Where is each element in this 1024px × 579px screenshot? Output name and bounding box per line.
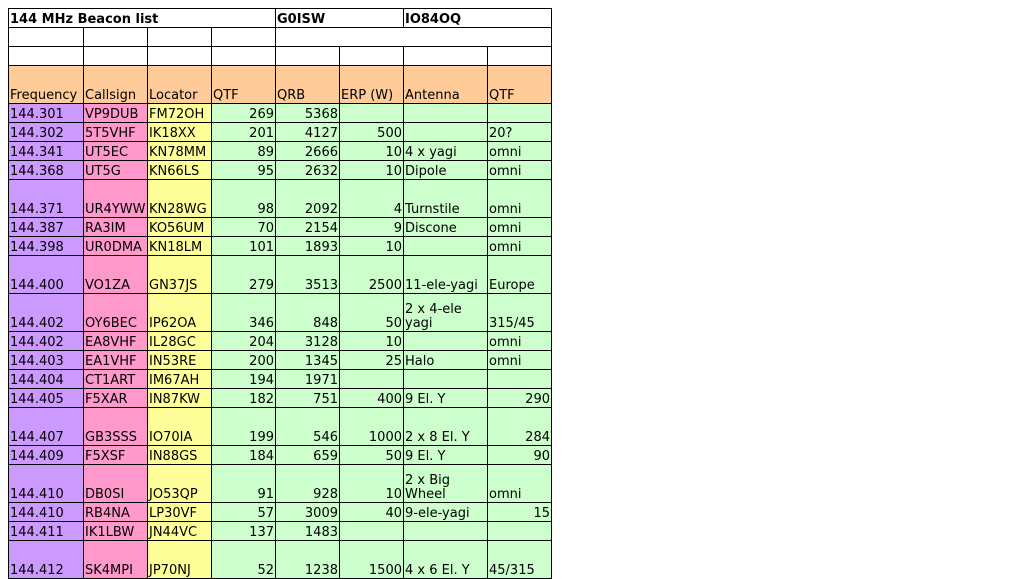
cell-callsign[interactable]: EA1VHF [84, 351, 148, 370]
cell-locator[interactable]: KN78MM [148, 142, 212, 161]
header-qtf[interactable]: QTF [212, 66, 276, 104]
cell-callsign[interactable]: OY6BEC [84, 294, 148, 332]
cell-qtf[interactable]: 95 [212, 161, 276, 180]
cell-frequency[interactable]: 144.411 [9, 522, 84, 541]
cell-erp[interactable]: 10 [340, 237, 404, 256]
cell-antenna-qtf[interactable]: omni [488, 142, 552, 161]
blank-cell[interactable] [9, 47, 84, 66]
cell-frequency[interactable]: 144.405 [9, 389, 84, 408]
cell-frequency[interactable]: 144.407 [9, 408, 84, 446]
cell-qrb[interactable]: 3513 [276, 256, 340, 294]
blank-cell[interactable] [276, 28, 552, 47]
table-row [9, 465, 552, 503]
blank-cell[interactable] [84, 28, 148, 47]
cell-antenna-qtf[interactable] [488, 104, 552, 123]
cell-erp[interactable]: 10 [340, 332, 404, 351]
blank-cell[interactable] [340, 47, 404, 66]
cell-antenna[interactable] [404, 237, 488, 256]
cell-antenna-qtf[interactable]: omni [488, 180, 552, 218]
cell-qrb[interactable]: 3128 [276, 332, 340, 351]
cell-erp[interactable]: 4 [340, 180, 404, 218]
cell-locator[interactable]: KN28WG [148, 180, 212, 218]
cell-erp[interactable]: 50 [340, 446, 404, 465]
table-row [9, 104, 552, 123]
cell-callsign[interactable]: UT5EC [84, 142, 148, 161]
cell-antenna[interactable]: Discone [404, 218, 488, 237]
cell-qtf[interactable]: 101 [212, 237, 276, 256]
cell-qtf[interactable]: 89 [212, 142, 276, 161]
cell-frequency[interactable]: 144.302 [9, 123, 84, 142]
cell-frequency[interactable]: 144.410 [9, 465, 84, 503]
table-row [9, 142, 552, 161]
cell-locator[interactable]: IK18XX [148, 123, 212, 142]
cell-qrb[interactable]: 2666 [276, 142, 340, 161]
blank-cell[interactable] [84, 47, 148, 66]
cell-qtf[interactable]: 91 [212, 465, 276, 503]
header-frequency[interactable]: Frequency [9, 66, 84, 104]
cell-locator[interactable]: IM67AH [148, 370, 212, 389]
cell-erp[interactable]: 1500 [340, 541, 404, 579]
cell-locator[interactable]: IP62OA [148, 294, 212, 332]
table-row [9, 389, 552, 408]
cell-frequency[interactable]: 144.301 [9, 104, 84, 123]
table-row [9, 180, 552, 218]
cell-erp[interactable]: 40 [340, 503, 404, 522]
cell-qrb[interactable]: 2092 [276, 180, 340, 218]
cell-frequency[interactable]: 144.368 [9, 161, 84, 180]
cell-antenna-qtf[interactable]: 20? [488, 123, 552, 142]
cell-erp[interactable]: 9 [340, 218, 404, 237]
cell-qtf[interactable]: 52 [212, 541, 276, 579]
cell-antenna-qtf[interactable]: Europe [488, 256, 552, 294]
cell-callsign[interactable]: IK1LBW [84, 522, 148, 541]
blank-cell[interactable] [148, 47, 212, 66]
cell-qtf[interactable]: 269 [212, 104, 276, 123]
cell-frequency[interactable]: 144.403 [9, 351, 84, 370]
table-row [9, 351, 552, 370]
cell-callsign[interactable]: UR0DMA [84, 237, 148, 256]
cell-qrb[interactable]: 928 [276, 465, 340, 503]
table-row [9, 294, 552, 332]
cell-antenna-qtf[interactable]: omni [488, 351, 552, 370]
cell-antenna-qtf[interactable]: 290 [488, 389, 552, 408]
cell-locator[interactable]: KO56UM [148, 218, 212, 237]
cell-qrb[interactable]: 5368 [276, 104, 340, 123]
cell-callsign[interactable]: RA3IM [84, 218, 148, 237]
cell-antenna-qtf[interactable]: omni [488, 161, 552, 180]
cell-frequency[interactable]: 144.400 [9, 256, 84, 294]
cell-qtf[interactable]: 201 [212, 123, 276, 142]
cell-antenna[interactable]: Dipole [404, 161, 488, 180]
cell-qrb[interactable]: 848 [276, 294, 340, 332]
cell-antenna[interactable]: 2 x 4-ele yagi [404, 294, 488, 332]
header-qrb[interactable]: QRB [276, 66, 340, 104]
table-row [9, 408, 552, 446]
header-antenna[interactable]: Antenna [404, 66, 488, 104]
cell-frequency[interactable]: 144.371 [9, 180, 84, 218]
cell-antenna-qtf[interactable]: omni [488, 332, 552, 351]
cell-frequency[interactable]: 144.410 [9, 503, 84, 522]
cell-antenna[interactable] [404, 123, 488, 142]
cell-erp[interactable]: 500 [340, 123, 404, 142]
table-row [9, 237, 552, 256]
cell-erp[interactable]: 10 [340, 465, 404, 503]
table-row [9, 256, 552, 294]
cell-callsign[interactable]: VO1ZA [84, 256, 148, 294]
table-row [9, 370, 552, 389]
cell-qrb[interactable]: 1893 [276, 237, 340, 256]
cell-qtf[interactable]: 137 [212, 522, 276, 541]
cell-frequency[interactable]: 144.409 [9, 446, 84, 465]
cell-locator[interactable]: LP30VF [148, 503, 212, 522]
cell-antenna[interactable]: Halo [404, 351, 488, 370]
cell-antenna-qtf[interactable]: 284 [488, 408, 552, 446]
header-erp[interactable]: ERP (W) [340, 66, 404, 104]
cell-erp[interactable]: 25 [340, 351, 404, 370]
cell-qtf[interactable]: 194 [212, 370, 276, 389]
cell-qrb[interactable]: 751 [276, 389, 340, 408]
cell-qrb[interactable]: 1238 [276, 541, 340, 579]
cell-locator[interactable]: IN88GS [148, 446, 212, 465]
cell-antenna-qtf[interactable]: omni [488, 218, 552, 237]
cell-erp[interactable]: 50 [340, 294, 404, 332]
cell-locator[interactable]: FM72OH [148, 104, 212, 123]
cell-erp[interactable]: 400 [340, 389, 404, 408]
blank-cell[interactable] [212, 47, 276, 66]
cell-antenna[interactable]: 4 x yagi [404, 142, 488, 161]
cell-qtf[interactable]: 204 [212, 332, 276, 351]
cell-erp[interactable]: 1000 [340, 408, 404, 446]
blank-cell[interactable] [276, 47, 340, 66]
cell-qrb[interactable]: 1345 [276, 351, 340, 370]
cell-antenna-qtf[interactable]: 90 [488, 446, 552, 465]
cell-locator[interactable]: JO53QP [148, 465, 212, 503]
cell-qtf[interactable]: 70 [212, 218, 276, 237]
cell-callsign[interactable]: VP9DUB [84, 104, 148, 123]
table-row [9, 541, 552, 579]
blank-cell[interactable] [148, 28, 212, 47]
cell-frequency[interactable]: 144.398 [9, 237, 84, 256]
cell-antenna[interactable]: 9-ele-yagi [404, 503, 488, 522]
cell-erp[interactable]: 2500 [340, 256, 404, 294]
cell-erp[interactable] [340, 104, 404, 123]
cell-locator[interactable]: JP70NJ [148, 541, 212, 579]
cell-erp[interactable] [340, 370, 404, 389]
cell-antenna-qtf[interactable]: 15 [488, 503, 552, 522]
cell-callsign[interactable]: EA8VHF [84, 332, 148, 351]
cell-qtf[interactable]: 200 [212, 351, 276, 370]
cell-antenna[interactable]: 11-ele-yagi [404, 256, 488, 294]
cell-antenna-qtf[interactable]: 45/315 [488, 541, 552, 579]
cell-qrb[interactable]: 2154 [276, 218, 340, 237]
cell-antenna-qtf[interactable]: omni [488, 465, 552, 503]
blank-cell[interactable] [212, 28, 276, 47]
cell-qtf[interactable]: 182 [212, 389, 276, 408]
cell-qrb[interactable]: 659 [276, 446, 340, 465]
column-header-row [9, 66, 552, 104]
cell-antenna[interactable] [404, 370, 488, 389]
cell-callsign[interactable]: UT5G [84, 161, 148, 180]
cell-qtf[interactable]: 199 [212, 408, 276, 446]
header-antenna-qtf[interactable]: QTF [488, 66, 552, 104]
blank-cell[interactable] [488, 47, 552, 66]
station-callsign[interactable]: G0ISW [276, 9, 404, 28]
blank-cell[interactable] [404, 47, 488, 66]
cell-qrb[interactable]: 4127 [276, 123, 340, 142]
cell-locator[interactable]: JN44VC [148, 522, 212, 541]
cell-qtf[interactable]: 279 [212, 256, 276, 294]
cell-callsign[interactable]: 5T5VHF [84, 123, 148, 142]
cell-locator[interactable]: IN53RE [148, 351, 212, 370]
table-row [9, 446, 552, 465]
blank-cell[interactable] [9, 28, 84, 47]
cell-locator[interactable]: GN37JS [148, 256, 212, 294]
cell-frequency[interactable]: 144.412 [9, 541, 84, 579]
cell-qrb[interactable]: 3009 [276, 503, 340, 522]
sheet-title[interactable]: 144 MHz Beacon list [9, 9, 276, 28]
cell-antenna[interactable]: 9 El. Y [404, 446, 488, 465]
cell-callsign[interactable]: F5XAR [84, 389, 148, 408]
cell-qrb[interactable]: 2632 [276, 161, 340, 180]
cell-locator[interactable]: IL28GC [148, 332, 212, 351]
cell-antenna[interactable] [404, 332, 488, 351]
cell-qrb[interactable]: 1971 [276, 370, 340, 389]
station-locator[interactable]: IO84OQ [404, 9, 552, 28]
header-locator[interactable]: Locator [148, 66, 212, 104]
cell-erp[interactable] [340, 522, 404, 541]
cell-antenna[interactable]: 2 x Big Wheel [404, 465, 488, 503]
table-row [9, 123, 552, 142]
cell-erp[interactable]: 10 [340, 161, 404, 180]
cell-locator[interactable]: KN18LM [148, 237, 212, 256]
cell-callsign[interactable]: SK4MPI [84, 541, 148, 579]
table-row [9, 218, 552, 237]
cell-antenna[interactable] [404, 104, 488, 123]
cell-antenna-qtf[interactable]: omni [488, 237, 552, 256]
cell-locator[interactable]: IN87KW [148, 389, 212, 408]
cell-qrb[interactable]: 1483 [276, 522, 340, 541]
cell-qtf[interactable]: 98 [212, 180, 276, 218]
cell-erp[interactable]: 10 [340, 142, 404, 161]
cell-callsign[interactable]: F5XSF [84, 446, 148, 465]
table-row [9, 332, 552, 351]
cell-frequency[interactable]: 144.402 [9, 294, 84, 332]
cell-antenna[interactable]: 9 El. Y [404, 389, 488, 408]
cell-antenna[interactable]: 2 x 8 El. Y [404, 408, 488, 446]
cell-qrb[interactable]: 546 [276, 408, 340, 446]
table-row [9, 161, 552, 180]
table-row [9, 522, 552, 541]
cell-frequency[interactable]: 144.404 [9, 370, 84, 389]
cell-locator[interactable]: KN66LS [148, 161, 212, 180]
cell-callsign[interactable]: RB4NA [84, 503, 148, 522]
cell-callsign[interactable]: GB3SSS [84, 408, 148, 446]
cell-callsign[interactable]: UR4YWW [84, 180, 148, 218]
beacon-spreadsheet [8, 8, 552, 579]
cell-callsign[interactable]: DB0SI [84, 465, 148, 503]
cell-antenna[interactable]: 4 x 6 El. Y [404, 541, 488, 579]
cell-frequency[interactable]: 144.387 [9, 218, 84, 237]
cell-frequency[interactable]: 144.341 [9, 142, 84, 161]
cell-qtf[interactable]: 57 [212, 503, 276, 522]
cell-qtf[interactable]: 184 [212, 446, 276, 465]
table-row [9, 503, 552, 522]
cell-antenna[interactable]: Turnstile [404, 180, 488, 218]
cell-antenna-qtf[interactable]: 315/45 [488, 294, 552, 332]
cell-antenna-qtf[interactable] [488, 370, 552, 389]
cell-antenna-qtf[interactable] [488, 522, 552, 541]
cell-callsign[interactable]: CT1ART [84, 370, 148, 389]
cell-antenna[interactable] [404, 522, 488, 541]
cell-qtf[interactable]: 346 [212, 294, 276, 332]
header-callsign[interactable]: Callsign [84, 66, 148, 104]
cell-locator[interactable]: IO70IA [148, 408, 212, 446]
cell-frequency[interactable]: 144.402 [9, 332, 84, 351]
